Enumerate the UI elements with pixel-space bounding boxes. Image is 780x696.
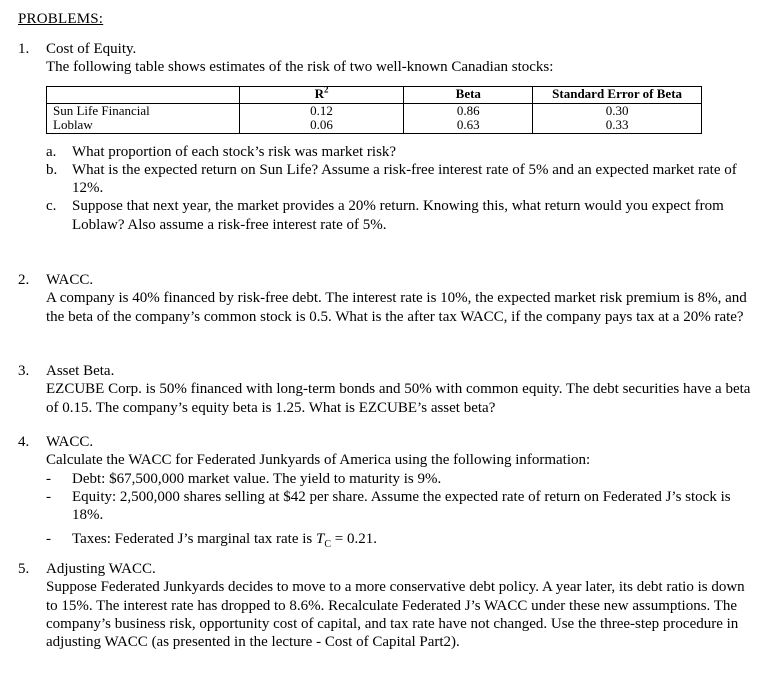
column-header-beta: Beta <box>404 86 533 103</box>
list-item <box>46 143 758 161</box>
item-marker: - <box>46 470 51 487</box>
table-row <box>47 118 702 133</box>
problem-title: Asset Beta. <box>46 363 115 379</box>
tax-subscript: C <box>324 539 332 551</box>
standard-error-value: 0.33 <box>533 118 702 133</box>
problem-number: 1. <box>18 41 30 57</box>
r-squared-value: 0.06 <box>239 118 404 133</box>
problem-intro: Calculate the WACC for Federated Junkyards of America using the following information: <box>46 452 591 469</box>
tax-symbol: T <box>316 531 325 548</box>
problem-4 <box>18 433 758 549</box>
problem-1 <box>18 40 758 234</box>
item-marker: b. <box>46 161 58 178</box>
problem-text: EZCUBE Corp. is 50% financed with long-term bonds and 50% with common equity. The debt securities have a beta of 0.15. The company’s equity beta is 1.25. What is EZCUBE’s asset beta? <box>46 381 751 416</box>
problem-intro: The following table shows estimates of the risk of two well-known Canadian stocks: <box>46 59 554 76</box>
list-item <box>46 488 758 525</box>
item-text: What proportion of each stock’s risk was market risk? <box>72 143 397 160</box>
column-header-r2: $R^2$ <box>239 86 404 103</box>
problem-text: Suppose Federated Junkyards decides to move to a more conservative debt policy. A year later, its debt ratio is down to 15%. The interest rate has dropped to 8.6%. Recalculate Federated J’s WACC under these new assumptions. The company’s business risk, opportunity cost of capital, and tax rate have not changed. Use the three-step procedure in adjusting WACC (as presented in the lecture - Cost of Capital Part2). <box>46 579 745 651</box>
list-item <box>46 197 758 234</box>
item-text: Equity: 2,500,000 shares selling at $42 per share. Assume the expected rate of return on Federated J’s stock is 18%. <box>72 488 731 524</box>
item-marker: - <box>46 531 51 548</box>
problem-number: 4. <box>18 434 30 450</box>
question-list <box>46 143 758 234</box>
problem-3 <box>18 362 758 417</box>
table-header-row <box>47 86 702 103</box>
problem-title: WACC. <box>46 434 94 450</box>
table-row <box>47 103 702 118</box>
item-marker: - <box>46 488 51 505</box>
superscript-two: 2 <box>324 85 329 96</box>
tax-value: = 0.21. <box>331 531 377 548</box>
item-text: What is the expected return on Sun Life? Assume a risk-free interest rate of 5% and an expected market rate of 12%. <box>72 161 737 197</box>
list-item <box>46 161 758 198</box>
item-marker: c. <box>46 198 57 215</box>
problem-number: 3. <box>18 363 30 379</box>
stock-name: Sun Life Financial <box>47 103 240 118</box>
list-item <box>46 530 758 551</box>
list-item <box>46 470 758 488</box>
problem-text: A company is 40% financed by risk-free debt. The interest rate is 10%, the expected market risk premium is 8%, and the beta of the company’s common stock is 0.5. What is the after tax WACC, if the company pays tax at a 20% rate? <box>46 290 747 325</box>
r-squared-value: 0.12 <box>239 103 404 118</box>
page-heading: PROBLEMS: <box>18 11 104 27</box>
problem-number: 2. <box>18 272 30 288</box>
item-marker: a. <box>46 143 57 160</box>
item-text: Debt: $67,500,000 market value. The yield to maturity is 9%. <box>72 470 442 487</box>
info-list <box>46 470 758 549</box>
standard-error-value: 0.30 <box>533 103 702 118</box>
problem-number: 5. <box>18 561 30 577</box>
column-header-empty <box>47 86 240 103</box>
item-text: Suppose that next year, the market provides a 20% return. Knowing this, what return would you expect from Loblaw? Also assume a risk-free interest rate of 5%. <box>72 198 724 233</box>
beta-value: 0.63 <box>404 118 533 133</box>
column-header-standard-error: Standard Error of Beta <box>533 86 702 103</box>
problem-2 <box>18 271 758 326</box>
stock-name: Loblaw <box>47 118 240 133</box>
beta-value: 0.86 <box>404 103 533 118</box>
item-text: Taxes: Federated J’s marginal tax rate is <box>72 531 317 548</box>
problem-title: Adjusting WACC. <box>46 561 156 577</box>
problem-title: Cost of Equity. <box>46 41 137 57</box>
problem-title: WACC. <box>46 272 94 288</box>
problem-5 <box>18 560 758 651</box>
risk-table <box>46 86 702 134</box>
